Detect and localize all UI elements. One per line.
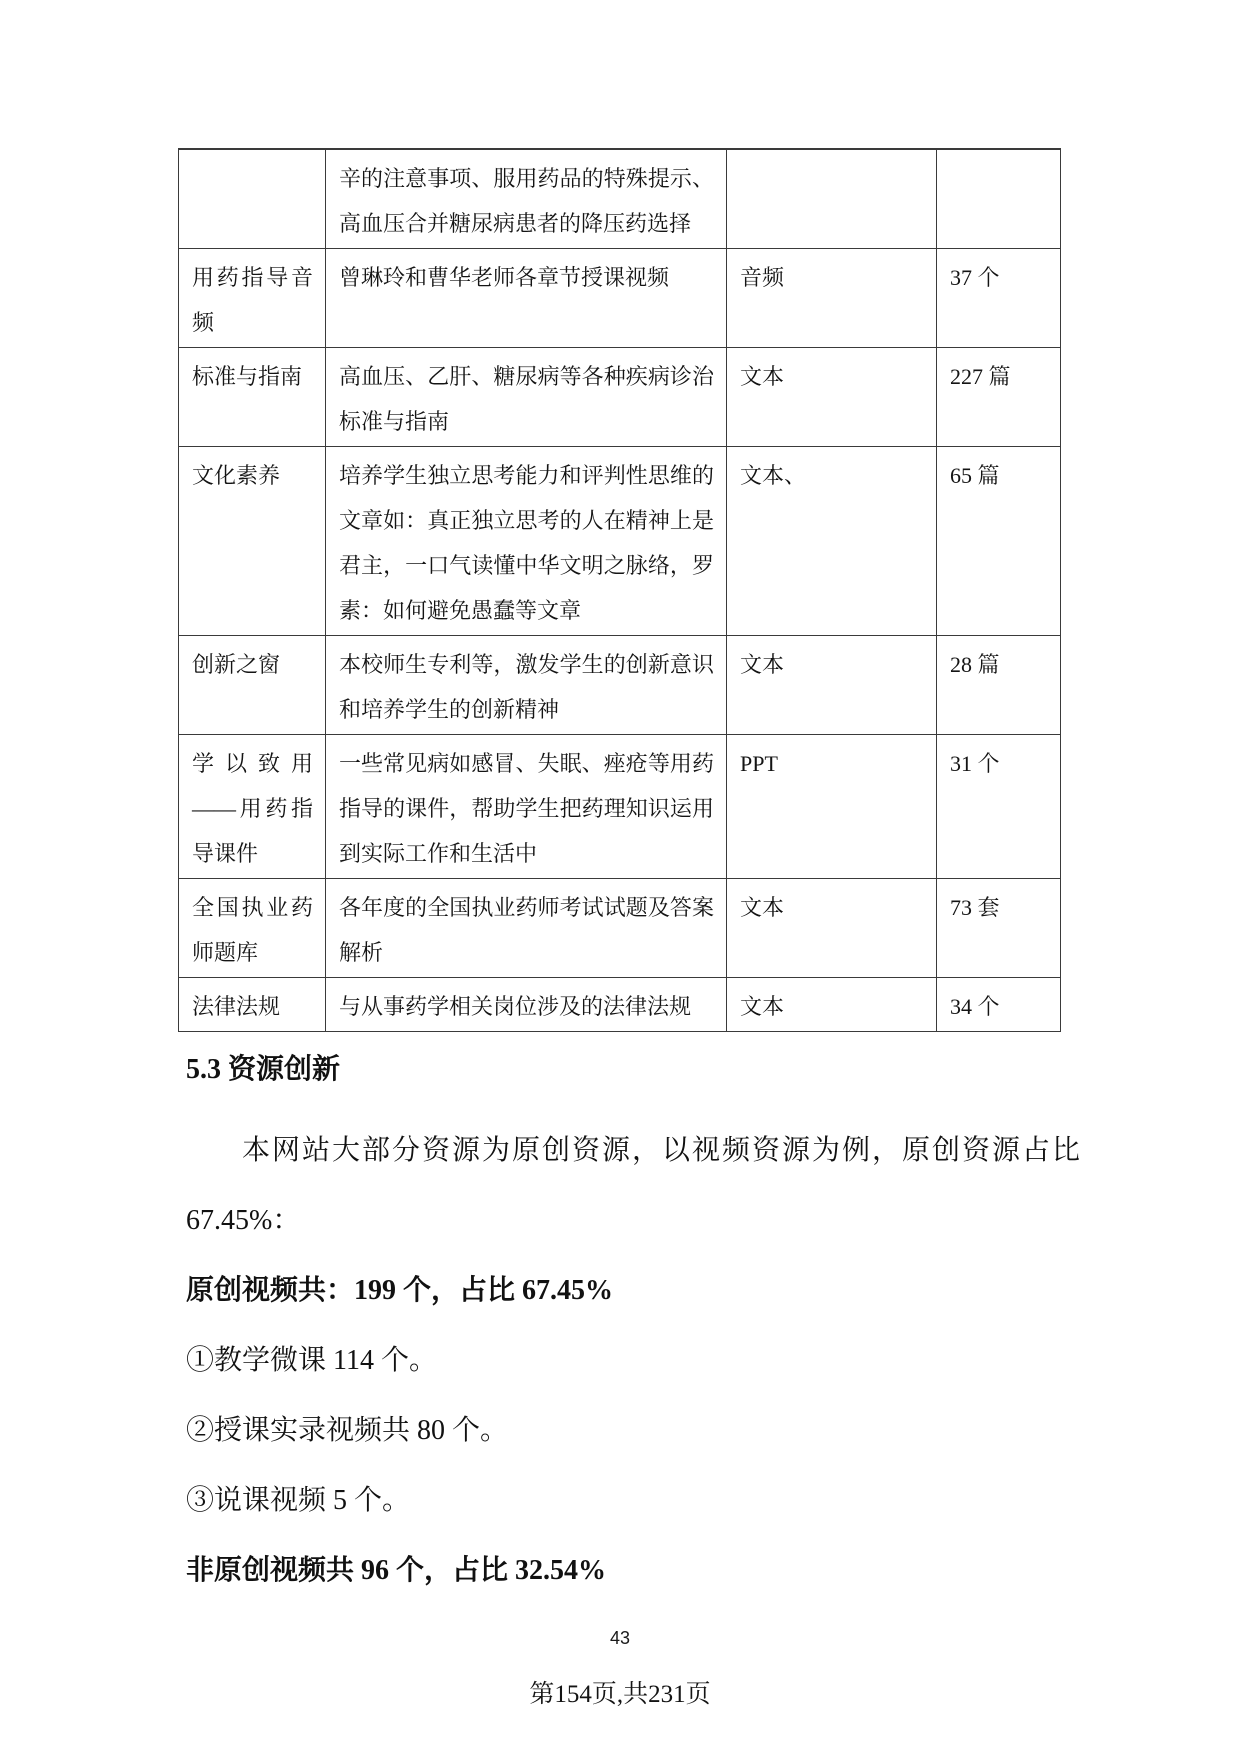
stat-line-micro-lessons: ①教学微课 114 个。 (186, 1345, 437, 1376)
cell-count: 37 个 (937, 249, 1061, 348)
table-row (179, 348, 1061, 447)
table-row (179, 978, 1061, 1032)
cell-category: 文化素养 (179, 447, 326, 636)
stat-line-recorded-lessons: ②授课实录视频共 80 个。 (186, 1415, 509, 1446)
cell-count: 31 个 (937, 735, 1061, 879)
cell-description: 与从事药学相关岗位涉及的法律法规 (326, 978, 727, 1032)
cell-category: 用药指导音频 (179, 249, 326, 348)
cell-type: 文本 (727, 636, 937, 735)
stat-line-lecture-videos: ③说课视频 5 个。 (186, 1485, 411, 1516)
cell-category: 学以致用——用药指导课件 (179, 735, 326, 879)
table-row (179, 447, 1061, 636)
cell-count: 65 篇 (937, 447, 1061, 636)
cell-description: 一些常见病如感冒、失眠、痤疮等用药指导的课件，帮助学生把药理知识运用到实际工作和生活中 (326, 735, 727, 879)
cell-type: 音频 (727, 249, 937, 348)
page-number: 43 (609, 1628, 631, 1648)
cell-type: 文本 (727, 978, 937, 1032)
cell-type: 文本 (727, 348, 937, 447)
cell-description: 各年度的全国执业药师考试试题及答案解析 (326, 879, 727, 978)
cell-category (179, 149, 326, 249)
page-count-footer: 第154页,共231页 (529, 1681, 711, 1708)
cell-count (937, 149, 1061, 249)
section-paragraph: 本网站大部分资源为原创资源，以视频资源为例，原创资源占比 67.45%： (186, 1135, 1080, 1236)
resource-table (178, 148, 1061, 1032)
cell-count: 28 篇 (937, 636, 1061, 735)
cell-description: 曾琳玲和曹华老师各章节授课视频 (326, 249, 727, 348)
cell-description: 高血压、乙肝、糖尿病等各种疾病诊治标准与指南 (326, 348, 727, 447)
section-heading: 5.3 资源创新 (186, 1054, 341, 1085)
cell-type: 文本 (727, 879, 937, 978)
cell-type: PPT (727, 735, 937, 879)
cell-description: 本校师生专利等，激发学生的创新意识和培养学生的创新精神 (326, 636, 727, 735)
table-row (179, 149, 1061, 249)
cell-type: 文本、 (727, 447, 937, 636)
cell-category: 法律法规 (179, 978, 326, 1032)
cell-description: 辛的注意事项、服用药品的特殊提示、高血压合并糖尿病患者的降压药选择 (326, 149, 727, 249)
section-resource-innovation (186, 1048, 1080, 1606)
table-row (179, 636, 1061, 735)
table-row (179, 879, 1061, 978)
cell-count: 34 个 (937, 978, 1061, 1032)
cell-category: 标准与指南 (179, 348, 326, 447)
table-row (179, 735, 1061, 879)
cell-category: 全国执业药师题库 (179, 879, 326, 978)
cell-count: 73 套 (937, 879, 1061, 978)
cell-description: 培养学生独立思考能力和评判性思维的文章如：真正独立思考的人在精神上是君主，一口气读懂中华文明之脉络，罗素：如何避免愚蠢等文章 (326, 447, 727, 636)
cell-category: 创新之窗 (179, 636, 326, 735)
table-row (179, 249, 1061, 348)
cell-type (727, 149, 937, 249)
stat-line-nonoriginal-total: 非原创视频共 96 个，占比 32.54% (186, 1555, 607, 1586)
stat-line-original-total: 原创视频共：199 个，占比 67.45% (186, 1275, 614, 1306)
cell-count: 227 篇 (937, 348, 1061, 447)
